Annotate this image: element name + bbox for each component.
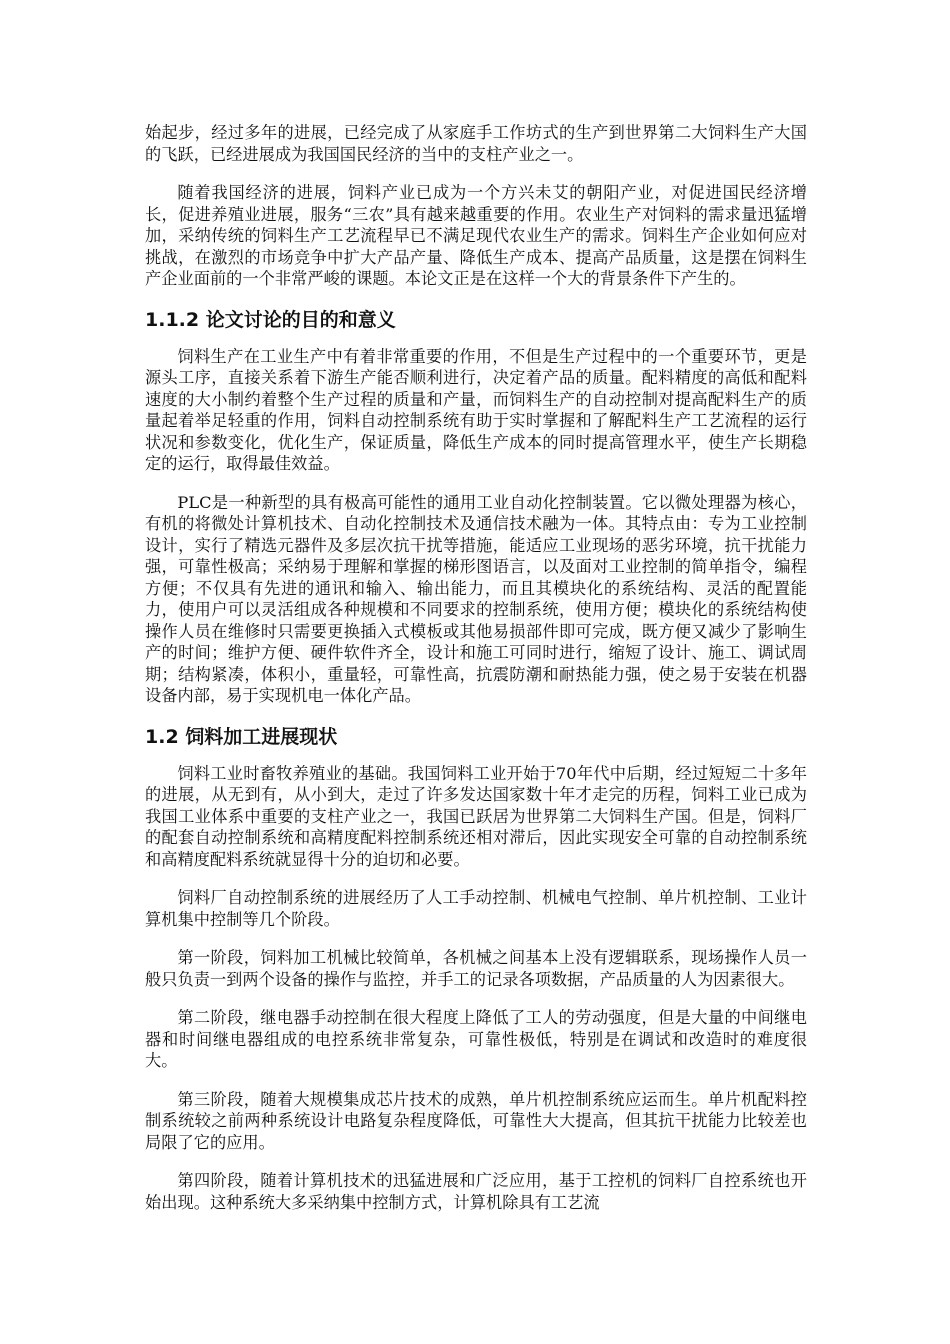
paragraph-stage-one: 第一阶段，饲料加工机械比较简单，各机械之间基本上没有逻辑联系，现场操作人员一般只负责一到两个设备的操作与监控，并手工的记录各项数据，产品质量的人为因素很大。 [145,948,807,989]
paragraph-feed-industry-status: 饲料工业时畜牧养殖业的基础。我国饲料工业开始于70年代中后期，经过短短二十多年的进展，从无到有，从小到大，走过了许多发达国家数十年才走完的历程，饲料工业已成为我国工业体系中重要的支柱产业之一，我国已跃居为世界第二大饲料生产国。但是，饲料厂的配套自动控制系统和高精度配料控制系统还相对滞后，因此实现安全可靠的自动控制系统和高精度配料系统就显得十分的迫切和必要。 [145,763,807,869]
paragraph-feed-industry-background: 随着我国经济的进展，饲料产业已成为一个方兴未艾的朝阳产业，对促进国民经济增长，促进养殖业进展，服务“三农”具有越来越重要的作用。农业生产对饲料的需求量迅猛增加，采纳传统的饲料生产工艺流程早已不满足现代农业生产的需求。饲料生产企业如何应对挑战，在激烈的市场竞争中扩大产品产量、降低生产成本、提高产品质量，这是摆在饲料生产企业面前的一个非常严峻的课题。本论文正是在这样一个大的背景条件下产生的。 [145,183,807,288]
paragraph-stage-two: 第二阶段，继电器手动控制在很大程度上降低了工人的劳动强度，但是大量的中间继电器和时间继电器组成的电控系统非常复杂，可靠性极低，特别是在调试和改造时的难度很大。 [145,1008,807,1070]
document-page [145,122,807,1230]
section-heading-1-1-2: 1.1.2 论文讨论的目的和意义 [145,308,396,331]
paragraph-purpose-significance: 饲料生产在工业生产中有着非常重要的作用，不但是生产过程中的一个重要环节，更是源头工序，直接关系着下游生产能否顺利进行，决定着产品的质量。配料精度的高低和配料速度的大小制约着整个生产过程的质量和产量，而饲料生产的自动控制对提高配料生产的质量起着举足轻重的作用，饲料自动控制系统有助于实时掌握和了解配料生产工艺流程的运行状况和参数变化，优化生产，保证质量，降低生产成本的同时提高管理水平，使生产长期稳定的运行，取得最佳效益。 [145,346,807,473]
paragraph-plc-features: PLC是一种新型的具有极高可能性的通用工业自动化控制装置。它以微处理器为核心，有机的将微处计算机技术、自动化控制技术及通信技术融为一体。其特点由：专为工业控制设计，实行了精选元器件及多层次抗干扰等措施，能适应工业现场的恶劣环境，抗干扰能力强，可靠性极高；采纳易于理解和掌握的梯形图语言，以及面对工业控制的简单指令，编程方便；不仅具有先进的通讯和输入、输出能力，而且其模块化的系统结构、灵活的配置能力，使用户可以灵活组成各种规模和不同要求的控制系统，使用方便；模块化的系统结构使操作人员在维修时只需要更换插入式模板或其他易损部件即可完成，既方便又减少了影响生产的时间；维护方便、硬件软件齐全，设计和施工可同时进行，缩短了设计、施工、调试周期；结构紧凑，体积小，重量轻，可靠性高，抗震防潮和耐热能力强，使之易于安装在机器设备内部，易于实现机电一体化产品。 [145,492,807,705]
paragraph-intro-continued: 始起步，经过多年的进展，已经完成了从家庭手工作坊式的生产到世界第二大饲料生产大国的飞跃，已经进展成为我国国民经济的当中的支柱产业之一。 [145,123,807,164]
paragraph-stage-four: 第四阶段，随着计算机技术的迅猛进展和广泛应用，基于工控机的饲料厂自控系统也开始出现。这种系统大多采纳集中控制方式，计算机除具有工艺流 [145,1171,807,1212]
section-heading-1-2: 1.2 饲料加工进展现状 [145,725,338,748]
paragraph-stage-three: 第三阶段，随着大规模集成芯片技术的成熟，单片机控制系统应运而生。单片机配料控制系统较之前两种系统设计电路复杂程度降低，可靠性大大提高，但其抗干扰能力比较差也局限了它的应用。 [145,1089,807,1152]
paragraph-control-stages-overview: 饲料厂自动控制系统的进展经历了人工手动控制、机械电气控制、单片机控制、工业计算机集中控制等几个阶段。 [145,888,807,929]
